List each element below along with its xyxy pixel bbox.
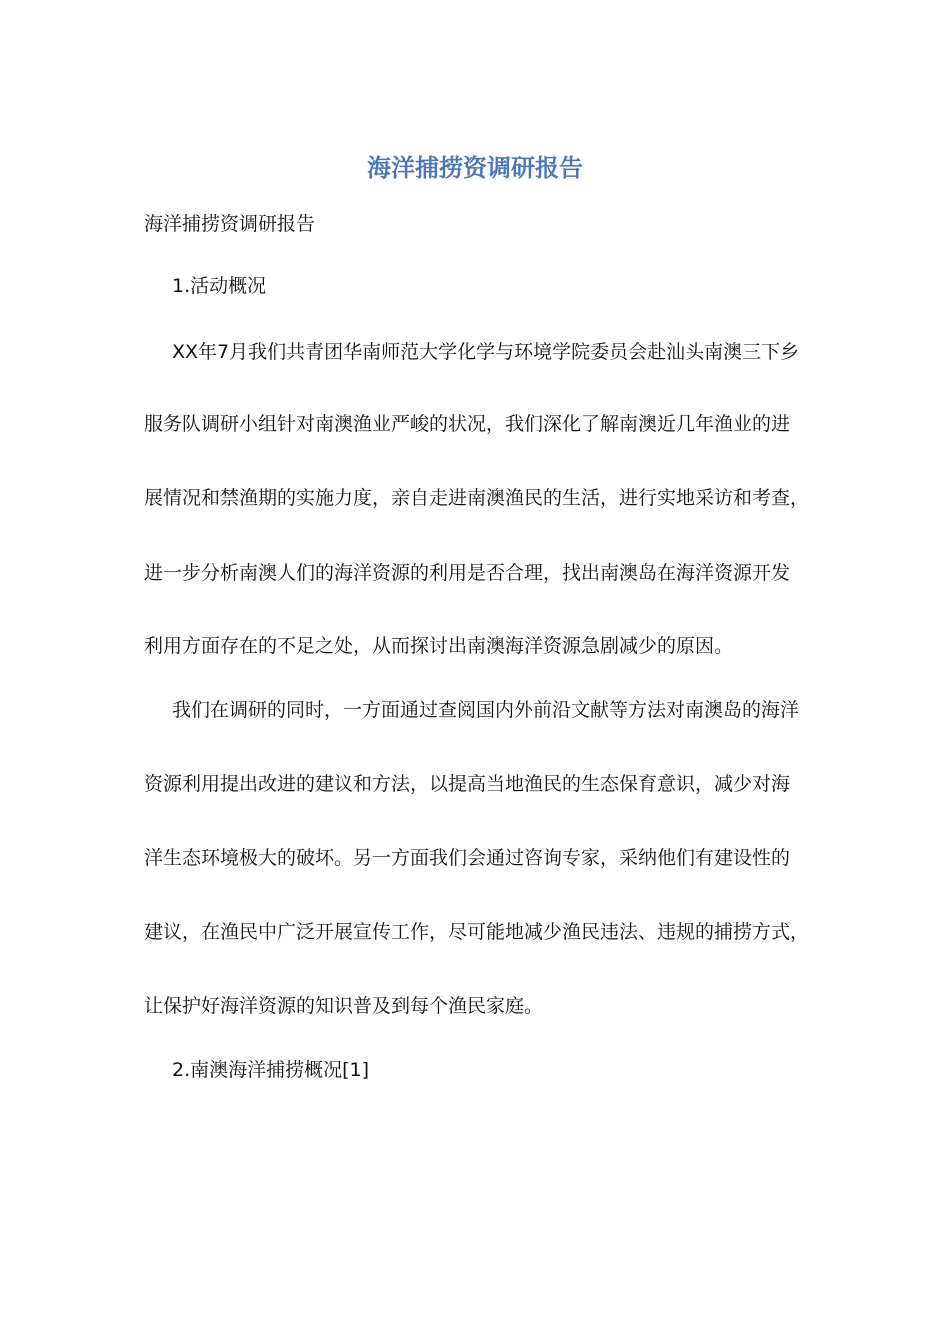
paragraph-line: 服务队调研小组针对南澳渔业严峻的状况，我们深化了解南澳近几年渔业的进	[144, 413, 791, 435]
paragraph-line: 资源利用提出改进的建议和方法，以提高当地渔民的生态保育意识，减少对海	[144, 773, 791, 795]
paragraph-line: XX年7月我们共青团华南师范大学化学与环境学院委员会赴汕头南澳三下乡	[172, 341, 800, 363]
document-subtitle: 海洋捕捞资调研报告	[144, 213, 316, 235]
document-title: 海洋捕捞资调研报告	[367, 153, 583, 182]
paragraph-line: 利用方面存在的不足之处，从而探讨出南澳海洋资源急剧减少的原因。	[144, 635, 734, 657]
section-heading-1: 1.活动概况	[172, 275, 267, 297]
section-heading-2: 2.南澳海洋捕捞概况[1]	[172, 1059, 370, 1081]
paragraph-line: 让保护好海洋资源的知识普及到每个渔民家庭。	[144, 995, 544, 1017]
paragraph-line: 进一步分析南澳人们的海洋资源的利用是否合理，找出南澳岛在海洋资源开发	[144, 562, 791, 584]
paragraph-line: 展情况和禁渔期的实施力度，亲自走进南澳渔民的生活，进行实地采访和考查，	[144, 487, 810, 509]
paragraph-line: 建议，在渔民中广泛开展宣传工作，尽可能地减少渔民违法、违规的捕捞方式，	[144, 921, 810, 943]
paragraph-line: 洋生态环境极大的破坏。另一方面我们会通过咨询专家，采纳他们有建设性的	[144, 847, 791, 869]
paragraph-line: 我们在调研的同时，一方面通过查阅国内外前沿文献等方法对南澳岛的海洋	[172, 699, 800, 721]
